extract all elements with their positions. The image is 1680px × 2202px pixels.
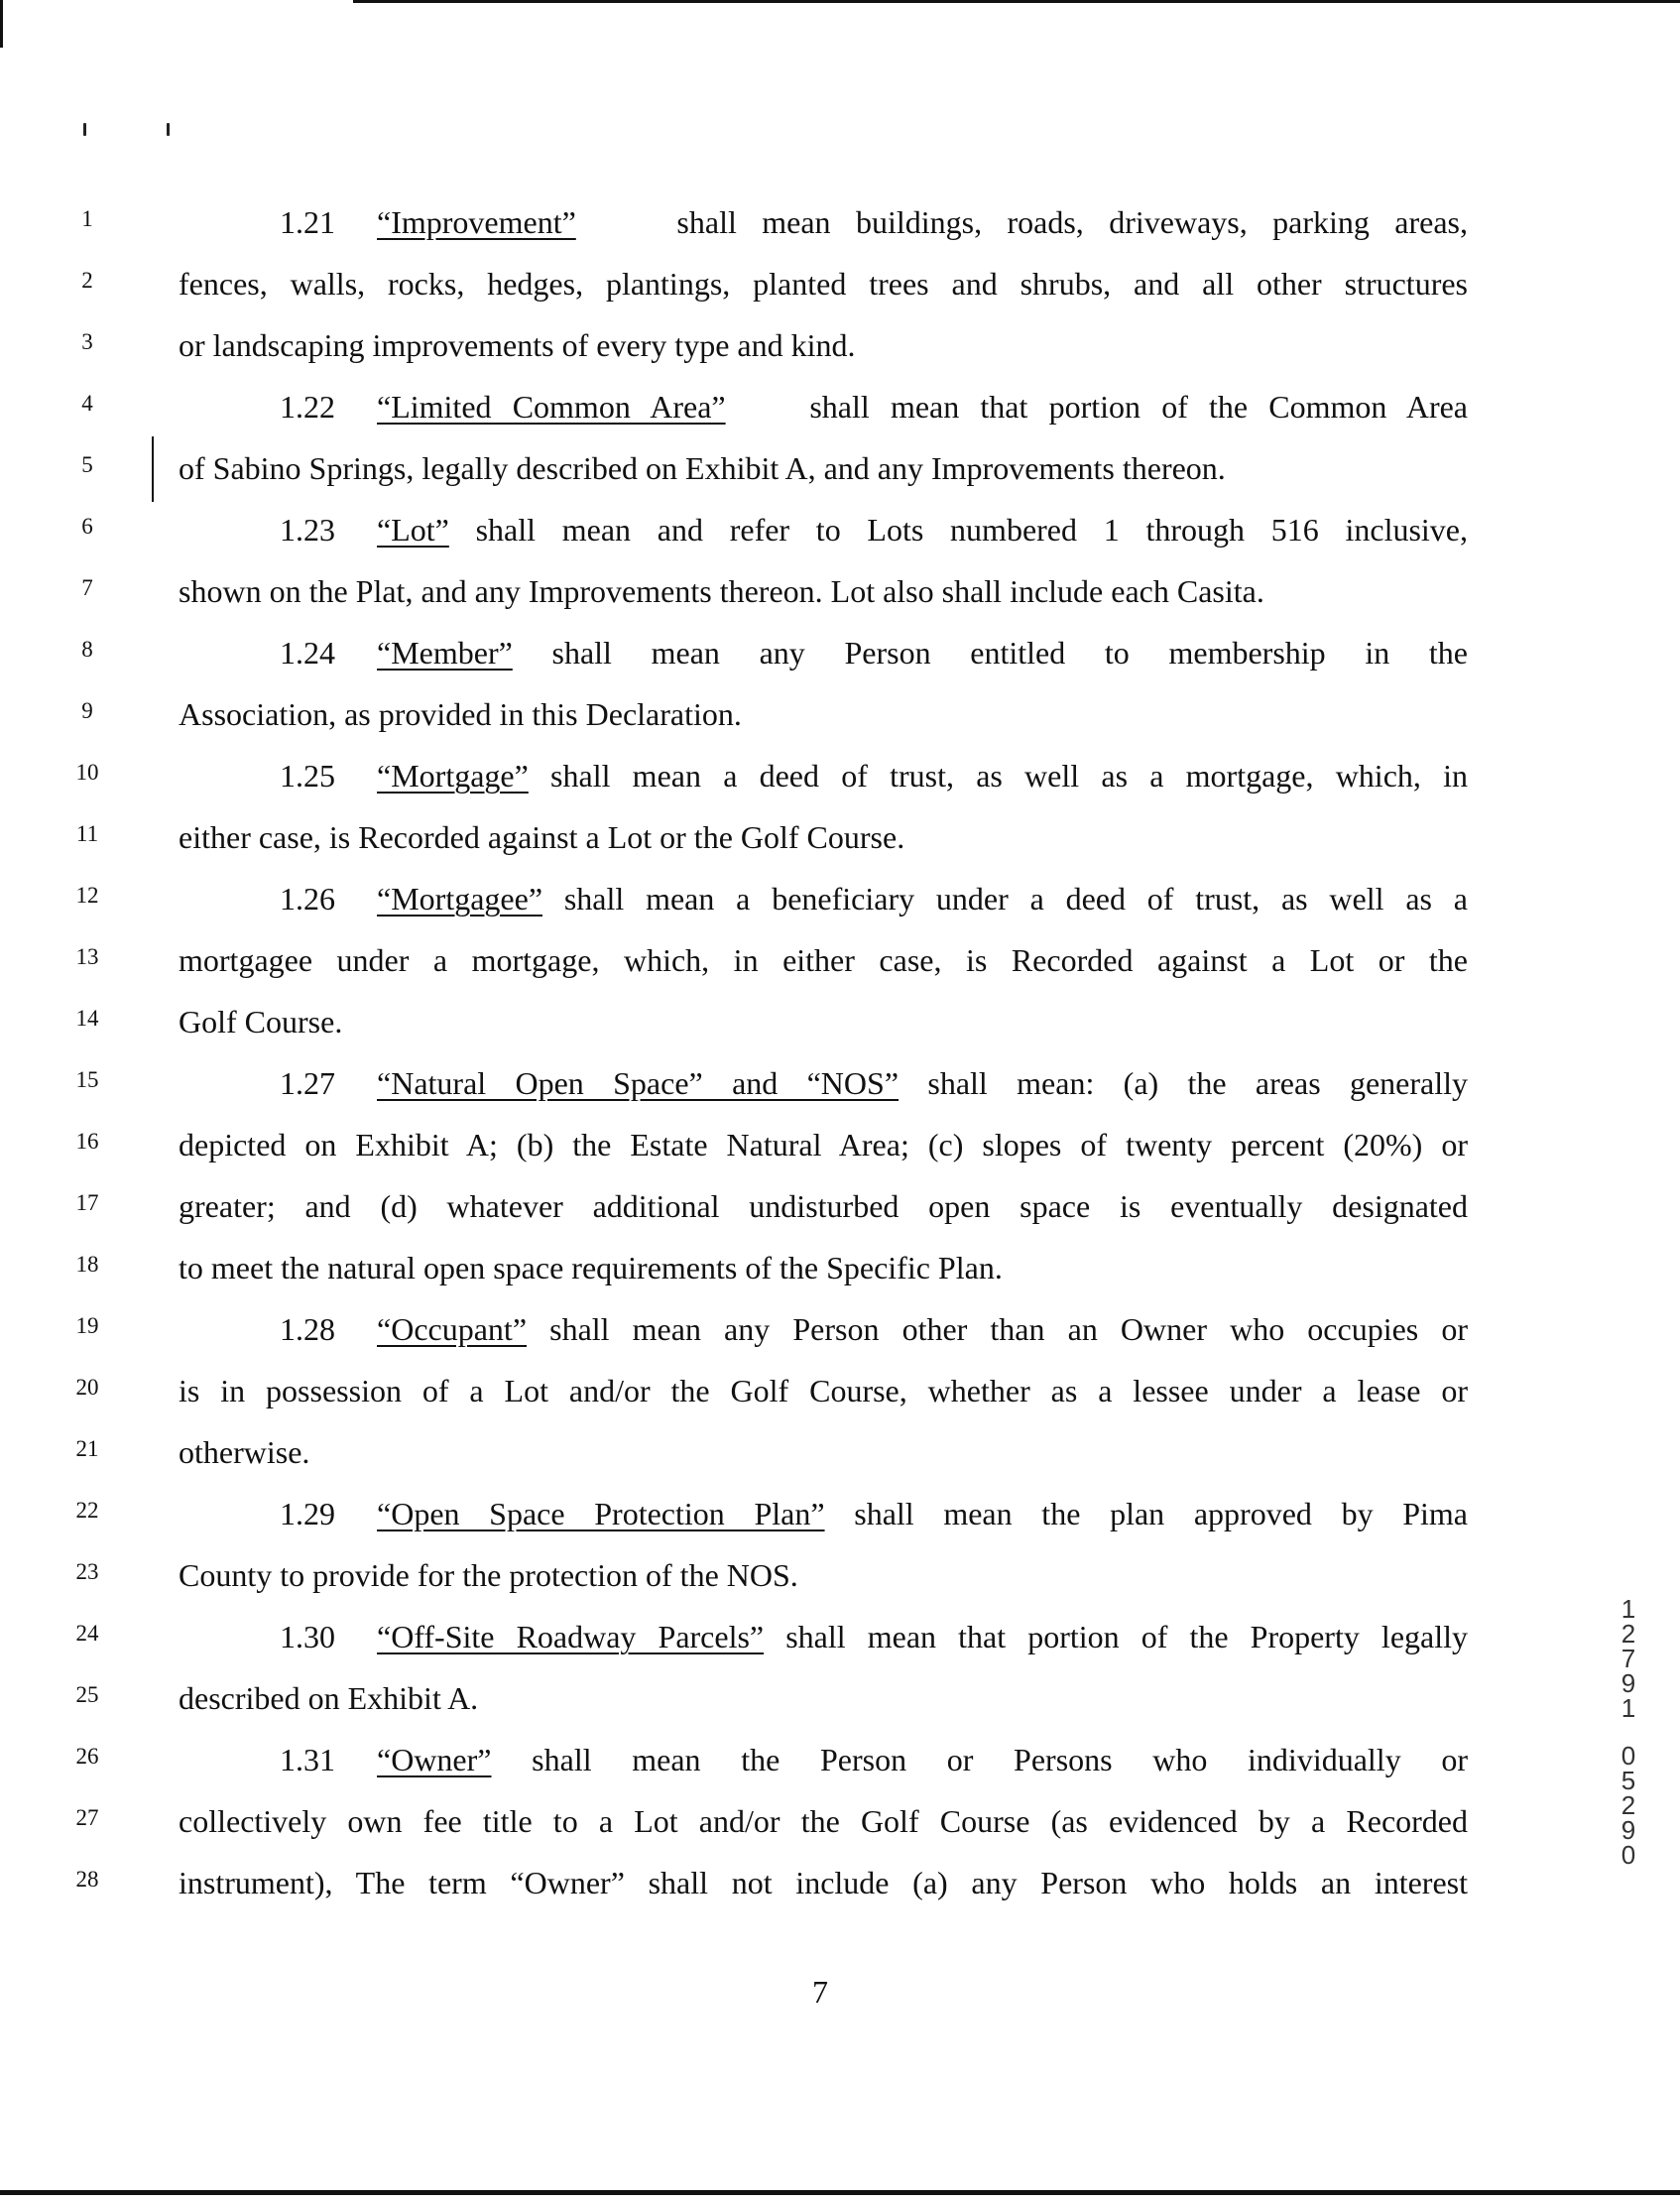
section-number: 1.27 (280, 1065, 335, 1101)
line-number: 5 (81, 452, 93, 477)
section-number: 1.21 (280, 204, 335, 240)
section-heading-line (280, 1063, 1468, 1103)
defined-term: “Member” (377, 635, 513, 671)
section-number: 1.31 (280, 1742, 335, 1777)
line-number: 21 (75, 1436, 99, 1461)
text-line: or landscaping improvements of every type and kind. (179, 327, 856, 363)
section-number: 1.22 (280, 389, 335, 425)
text-line: is in possession of a Lot and/or the Golf Course, whether as a lessee under a lease or (179, 1373, 1468, 1408)
stamp-digit: 9 (1620, 1668, 1636, 1698)
defined-term: “Off-Site Roadway Parcels” (377, 1619, 765, 1654)
line-number: 4 (81, 391, 93, 416)
defined-term: “Open Space Protection Plan” (377, 1496, 825, 1531)
text-line: County to provide for the protection of the NOS. (179, 1557, 798, 1593)
text-line: depicted on Exhibit A; (b) the Estate Natural Area; (c) slopes of twenty percent (20%) or (179, 1127, 1468, 1162)
line-number: 9 (81, 698, 93, 723)
line-number: 2 (81, 268, 93, 293)
line-number: 1 (81, 206, 93, 231)
stamp-digit: 9 (1620, 1815, 1636, 1845)
text-line: to meet the natural open space requirements of the Specific Plan. (179, 1250, 1003, 1285)
definition-text: shall mean any Person other than an Owner who occupies or (549, 1311, 1469, 1347)
line-number: 7 (81, 575, 93, 600)
line-number: 13 (75, 944, 99, 969)
defined-term: “Occupant” (377, 1311, 528, 1347)
line-number: 16 (75, 1129, 99, 1154)
defined-term: “Lot” (377, 512, 449, 548)
line-number: 3 (81, 329, 93, 354)
line-number: 19 (75, 1313, 99, 1338)
line-number: 27 (75, 1805, 99, 1830)
binding-mark (83, 123, 86, 136)
line-number: 25 (75, 1682, 99, 1707)
line-number: 6 (81, 514, 93, 539)
line-number: 10 (75, 760, 99, 785)
bottom-scan-border (0, 2190, 1680, 2195)
section-number: 1.29 (280, 1496, 335, 1531)
section-heading-line (280, 510, 1468, 550)
text-line: collectively own fee title to a Lot and/or the Golf Course (as evidenced by a Recorded (179, 1803, 1468, 1839)
section-number: 1.30 (280, 1619, 335, 1654)
definition-text: shall mean the plan approved by Pima (854, 1496, 1469, 1531)
binding-mark (167, 123, 170, 136)
line-number: 14 (75, 1006, 99, 1031)
section-heading-line (280, 756, 1468, 795)
text-line: described on Exhibit A. (179, 1680, 479, 1716)
text-line: mortgagee under a mortgage, which, in either case, is Recorded against a Lot or the (179, 942, 1468, 978)
text-line: greater; and (d) whatever additional undisturbed open space is eventually designated (179, 1188, 1468, 1224)
definition-text: shall mean that portion of the Property legally (785, 1619, 1469, 1654)
text-line: otherwise. (179, 1434, 310, 1470)
definition-text: shall mean buildings, roads, driveways, parking areas, (676, 204, 1469, 240)
line-number: 11 (75, 821, 99, 846)
recording-stamp-number-top (1611, 1594, 1646, 1723)
text-line: either case, is Recorded against a Lot or the Golf Course. (179, 819, 905, 855)
section-heading-line (280, 879, 1468, 918)
defined-term: “Mortgagee” (377, 881, 543, 917)
definition-text: shall mean any Person entitled to membership in the (551, 635, 1469, 671)
definition-text: shall mean and refer to Lots numbered 1 through 516 inclusive, (475, 512, 1469, 548)
section-number: 1.25 (280, 758, 335, 794)
section-number: 1.23 (280, 512, 335, 548)
top-scan-border (353, 0, 1680, 3)
stamp-digit: 0 (1620, 1741, 1636, 1771)
text-line: fences, walls, rocks, hedges, plantings, planted trees and shrubs, and all other structures (179, 266, 1468, 302)
line-number: 20 (75, 1375, 99, 1400)
line-number: 15 (75, 1067, 99, 1092)
defined-term: “Limited Common Area” (377, 389, 726, 425)
line-number: 17 (75, 1190, 99, 1215)
section-number: 1.26 (280, 881, 335, 917)
stamp-digit: 2 (1620, 1619, 1636, 1649)
section-number: 1.28 (280, 1311, 335, 1347)
text-line: instrument), The term “Owner” shall not include (a) any Person who holds an interest (179, 1865, 1468, 1900)
definition-text: shall mean a deed of trust, as well as a mortgage, which, in (550, 758, 1469, 794)
text-line: of Sabino Springs, legally described on Exhibit A, and any Improvements thereon. (179, 450, 1226, 486)
section-heading-line (280, 1740, 1468, 1779)
section-heading-line (280, 1617, 1468, 1656)
defined-term: “Owner” (377, 1742, 492, 1777)
section-heading-line (280, 633, 1468, 673)
section-heading-line (280, 1494, 1468, 1533)
recording-stamp-number-bottom (1611, 1741, 1646, 1870)
stamp-digit: 5 (1620, 1766, 1636, 1795)
revision-bar (152, 436, 154, 502)
section-heading-line (280, 1309, 1468, 1349)
line-number: 26 (75, 1744, 99, 1769)
definition-text: shall mean the Person or Persons who individually or (532, 1742, 1469, 1777)
line-number: 23 (75, 1559, 99, 1584)
left-scan-edge (0, 0, 3, 48)
section-heading-line (280, 387, 1468, 427)
text-line: Association, as provided in this Declaration. (179, 696, 742, 732)
defined-term: “Improvement” (377, 204, 576, 240)
line-number: 22 (75, 1498, 99, 1523)
text-line: Golf Course. (179, 1004, 343, 1040)
line-number: 28 (75, 1867, 99, 1892)
definition-text: shall mean that portion of the Common Area (809, 389, 1469, 425)
line-number: 24 (75, 1621, 99, 1646)
stamp-digit: 0 (1620, 1840, 1636, 1870)
defined-term: “Mortgage” (377, 758, 529, 794)
definition-text: shall mean: (a) the areas generally (927, 1065, 1469, 1101)
page-number: 7 (812, 1974, 828, 2010)
line-number: 8 (81, 637, 93, 662)
defined-term: “Natural Open Space” and “NOS” (377, 1065, 900, 1101)
definition-text: shall mean a beneficiary under a deed of trust, as well as a (563, 881, 1469, 917)
section-number: 1.24 (280, 635, 335, 671)
line-number: 12 (75, 883, 99, 908)
text-line: shown on the Plat, and any Improvements thereon. Lot also shall include each Casita. (179, 573, 1264, 609)
section-heading-line (280, 202, 1468, 242)
stamp-digit: 7 (1620, 1644, 1636, 1673)
stamp-digit: 1 (1620, 1594, 1636, 1624)
line-number: 18 (75, 1252, 99, 1277)
stamp-digit: 1 (1620, 1693, 1636, 1723)
stamp-digit: 2 (1620, 1790, 1636, 1820)
